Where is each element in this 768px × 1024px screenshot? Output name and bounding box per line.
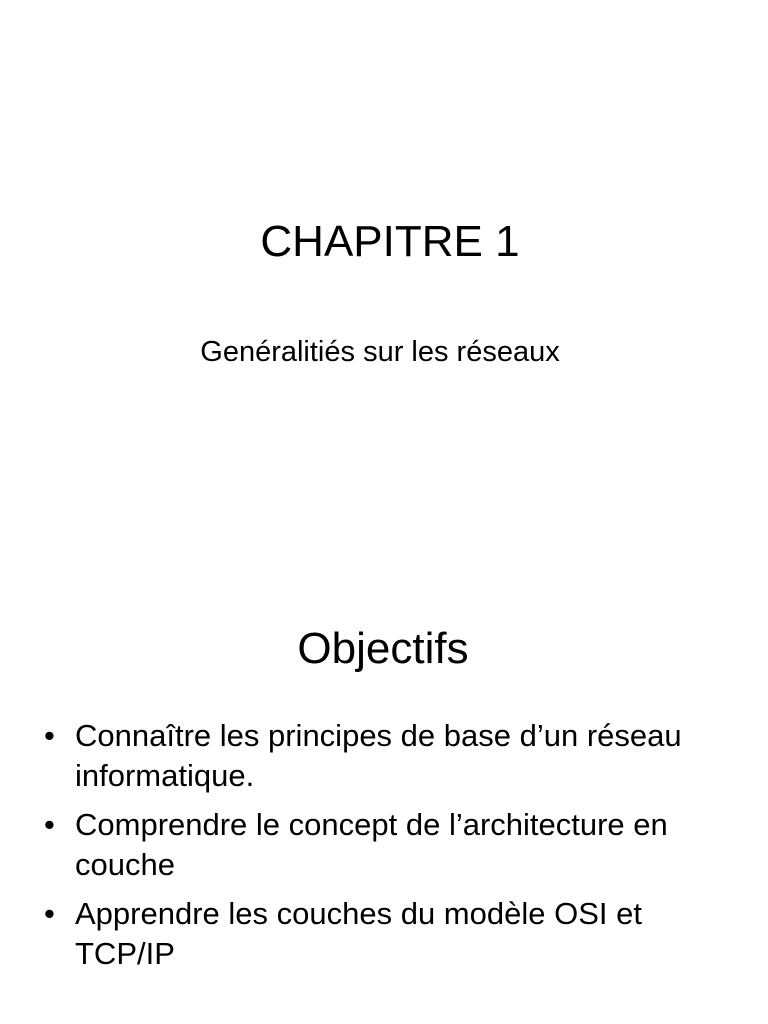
list-item [0,716,768,796]
bullet-text: Comprendre le concept de l’architecture en couche [75,807,668,882]
chapter-title: CHAPITRE 1 [260,217,520,266]
list-item [0,894,768,974]
bullet-text: Apprendre les couches du modèle OSI et TCP/IP [75,896,642,971]
objectives-title: Objectifs [297,624,469,673]
bullet-text: Connaître les principes de base d’un réseau informatique. [75,718,682,793]
bullet-marker: • [44,807,55,842]
slide-objectives [0,512,768,1024]
bullet-marker: • [44,718,55,753]
list-item [0,805,768,885]
bullet-marker: • [44,896,55,931]
chapter-subtitle: Genéralitiés sur les réseaux [200,336,560,368]
objectives-list [0,716,768,983]
